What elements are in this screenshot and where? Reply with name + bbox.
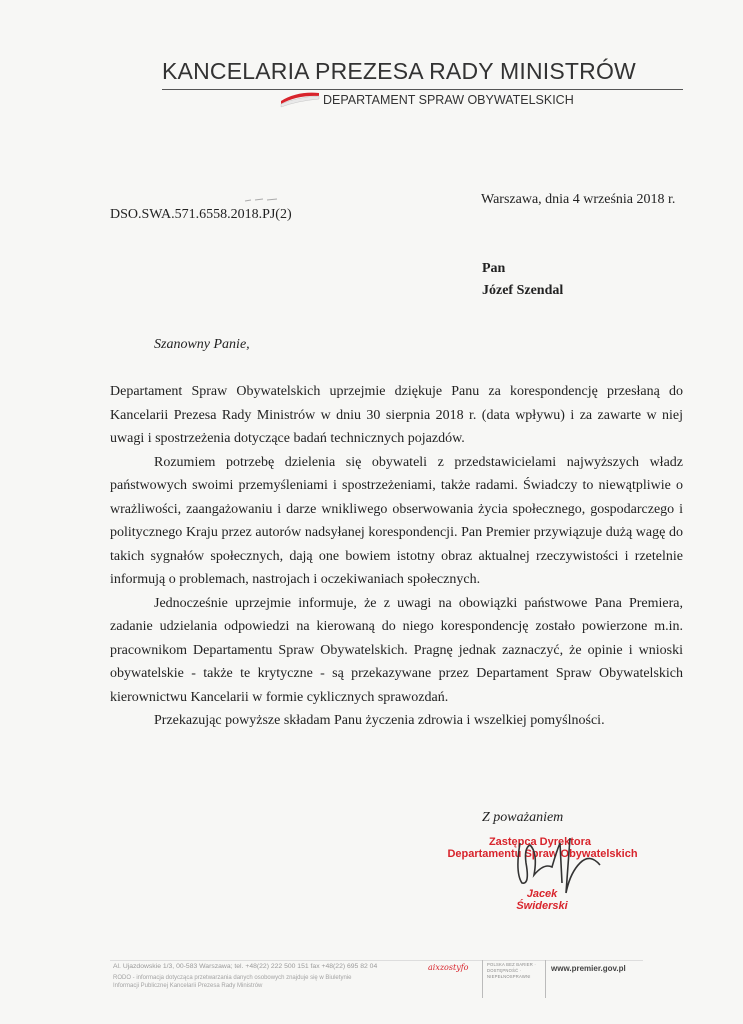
- paragraph-2: Rozumiem potrzebę dzielenia się obywateli z przedstawicielami najwyższych władz państwowych swoimi przemyśleniami i spostrzeżeniami, także radami. Świadczy to niewątpliwie o wrażliwości, zaangażowaniu i darze wnikliwego obserwowania życia społecznego, gospodarczego i politycznego Kraju przez autorów nadsyłanej korespondencji. Pan Premier przywiązuje dużą wagę do takich sygnałów społecznych, dają one bowiem istotny obraz aktualnej rzeczywistości i rzetelnie informują o problemach, nastrojach i oczekiwaniach społecznych.: [110, 454, 683, 587]
- footer-rodo-line-2: Informacji Publicznej Kancelarii Prezesa Rady Ministrów: [113, 983, 263, 989]
- department-name: DEPARTAMENT SPRAW OBYWATELSKICH: [323, 93, 574, 107]
- header-rule: [162, 89, 683, 90]
- paragraph-3: Jednocześnie uprzejmie informuje, że z uwagi na obowiązki państwowe Pana Premiera, zadanie udzielania odpowiedzi na kierowaną do niego korespondencję zostało powierzone m.in. pracownikom Departamentu Spraw Obywatelskich. Pragnę jednak zaznaczyć, że opinie i wnioski obywatelskie - także te krytyczne - są przekazywane przez Departament Spraw Obywatelskich kierownictwu Kancelarii w formie cyklicznych sprawozdań.: [110, 595, 683, 705]
- footer-address: Al. Ujazdowskie 1/3, 00-583 Warszawa; tel. +48(22) 222 500 151 fax +48(22) 695 82 04: [113, 963, 378, 970]
- stamp-name: Jacek Świderski: [516, 888, 568, 912]
- footer-divider: [545, 960, 546, 998]
- faint-mark: [243, 195, 283, 205]
- paragraph-4: Przekazując powyższe składam Panu życzenia zdrowia i wszelkiej pomyślności.: [154, 713, 605, 728]
- website-link[interactable]: www.premier.gov.pl: [551, 964, 626, 973]
- footer-divider: [482, 960, 483, 998]
- stamp-department: Departamentu Spraw Obywatelskich: [447, 848, 638, 860]
- reference-number: DSO.SWA.571.6558.2018.PJ(2): [110, 207, 292, 222]
- place-date: Warszawa, dnia 4 września 2018 r.: [481, 192, 676, 207]
- polish-flag-emblem-icon: [279, 89, 321, 109]
- closing-phrase: Z poważaniem: [482, 810, 564, 825]
- footer-logo-text: aixzostyfo: [428, 963, 469, 972]
- paragraph-1: Departament Spraw Obywatelskich uprzejmie dziękuje Panu za korespondencję przesłaną do Kancelarii Prezesa Rady Ministrów w dniu 30 sierpnia 2018 r. (data wpływu) i za zawarte w niej uwagi i spostrzeżenia dotyczące badań technicznych pojazdów.: [110, 384, 683, 446]
- salutation: Szanowny Panie,: [154, 337, 250, 352]
- addressee-title: Pan: [482, 261, 506, 276]
- chancellery-title: KANCELARIA PREZESA RADY MINISTRÓW: [162, 58, 636, 84]
- addressee-name: Józef Szendal: [482, 283, 564, 298]
- letter-body: [110, 380, 683, 733]
- handwritten-signature: [500, 823, 610, 903]
- accessibility-badge: POLSKA BEZ BARIER · DOSTĘPNOŚĆ · NIEPEŁNOSPRAWNI: [487, 962, 536, 979]
- stamp-position: Zastępca Dyrektora: [488, 836, 592, 848]
- footer-rule: [110, 960, 643, 961]
- footer-rodo-note: [113, 974, 351, 990]
- footer-rodo-line-1: RODO - informacja dotycząca przetwarzania danych osobowych znajduje się w Biuletynie: [113, 975, 352, 981]
